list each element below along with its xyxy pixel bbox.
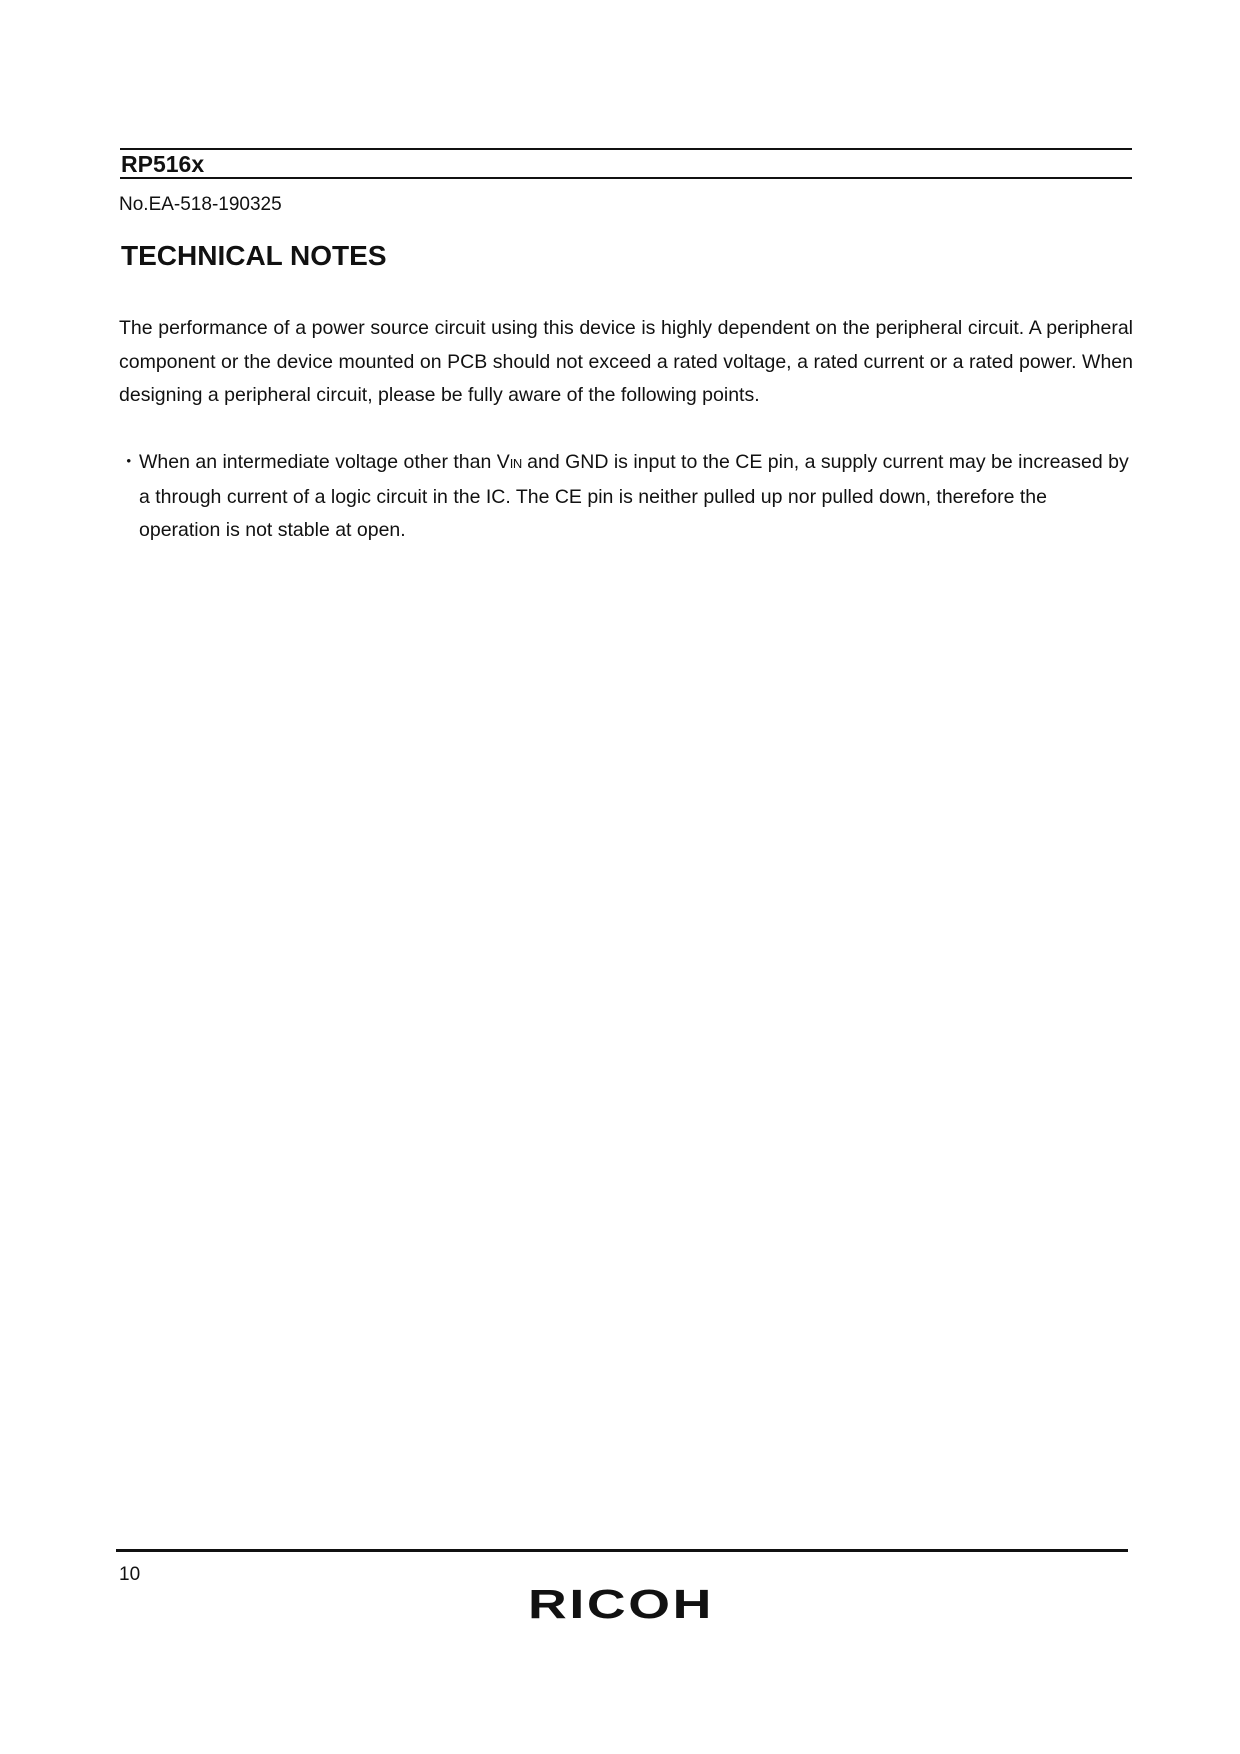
part-number: RP516x — [121, 151, 205, 177]
bullet-item — [119, 446, 1133, 548]
bullet-text — [139, 446, 1133, 548]
section-title: TECHNICAL NOTES — [121, 240, 387, 271]
page-number: 10 — [119, 1564, 141, 1585]
header-bottom-rule — [120, 177, 1132, 179]
bullet-text-after: and GND is input to the CE pin, a supply current may be increased by a through current of a logic circuit in the IC. The CE pin is neither pulled up nor pulled down, therefore the operation is not stable at open. — [139, 451, 1129, 541]
ricoh-logo — [526, 1583, 716, 1623]
document-number: No.EA-518-190325 — [119, 194, 282, 215]
intro-paragraph: The performance of a power source circuit using this device is highly dependent on the peripheral circuit. A peripheral component or the device mounted on PCB should not exceed a rated voltage, a rated current or a rated power. When designing a peripheral circuit, please be fully aware of the following points. — [119, 317, 1133, 406]
ricoh-logo-text: RICOH — [528, 1583, 714, 1623]
vin-subscript: IN — [509, 456, 522, 471]
header-top-rule — [120, 148, 1132, 150]
bullet-mark: ・ — [119, 451, 139, 473]
footer-rule — [116, 1549, 1128, 1552]
bullet-text-before: When an intermediate voltage other than V — [139, 451, 510, 473]
